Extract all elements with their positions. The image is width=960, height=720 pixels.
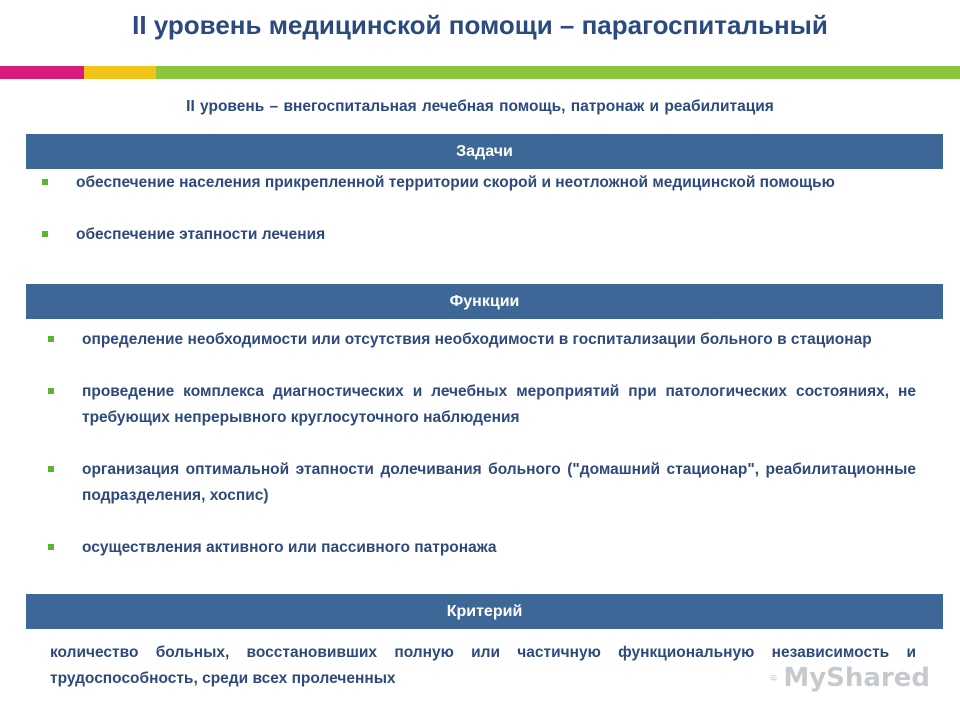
list-item: определение необходимости или отсутствия необходимости в госпитализации больного в стационар: [82, 327, 916, 353]
accent-stripe-yellow: [84, 66, 156, 79]
tasks-list: [76, 170, 922, 248]
bullet-square-icon: [48, 388, 54, 394]
watermark: [770, 660, 930, 696]
bullet-square-icon: [42, 179, 48, 185]
criterion-text: количество больных, восстановивших полную или частичную функциональную независимость и трудоспособность, среди всех пролеченных: [50, 644, 916, 687]
watermark-text: MyShared: [783, 663, 930, 693]
list-item: организация оптимальной этапности долечивания больного ("домашний стационар", реабилитационные подразделения, хоспис): [82, 457, 916, 509]
functions-list: [82, 327, 916, 561]
bullet-square-icon: [42, 231, 48, 237]
list-item: обеспечение населения прикрепленной территории скорой и неотложной медицинской помощью: [76, 170, 922, 196]
bullet-square-icon: [48, 336, 54, 342]
accent-stripe-pink: [0, 66, 84, 79]
criterion-header: Критерий: [26, 594, 943, 629]
mysharing-logo-icon: [770, 663, 777, 693]
functions-header: Функции: [26, 284, 943, 319]
page-title: II уровень медицинской помощи – парагоспитальный: [132, 10, 828, 40]
accent-stripe-green: [156, 66, 960, 79]
list-item: обеспечение этапности лечения: [76, 222, 922, 248]
tasks-header: Задачи: [26, 134, 943, 169]
list-item: осуществления активного или пассивного патронажа: [82, 535, 916, 561]
bullet-square-icon: [48, 544, 54, 550]
bullet-square-icon: [48, 466, 54, 472]
list-item: проведение комплекса диагностических и лечебных мероприятий при патологических состояниях, не требующих непрерывного круглосуточного наблюдения: [82, 379, 916, 431]
page-subtitle: II уровень – внегоспитальная лечебная помощь, патронаж и реабилитация: [186, 98, 774, 115]
